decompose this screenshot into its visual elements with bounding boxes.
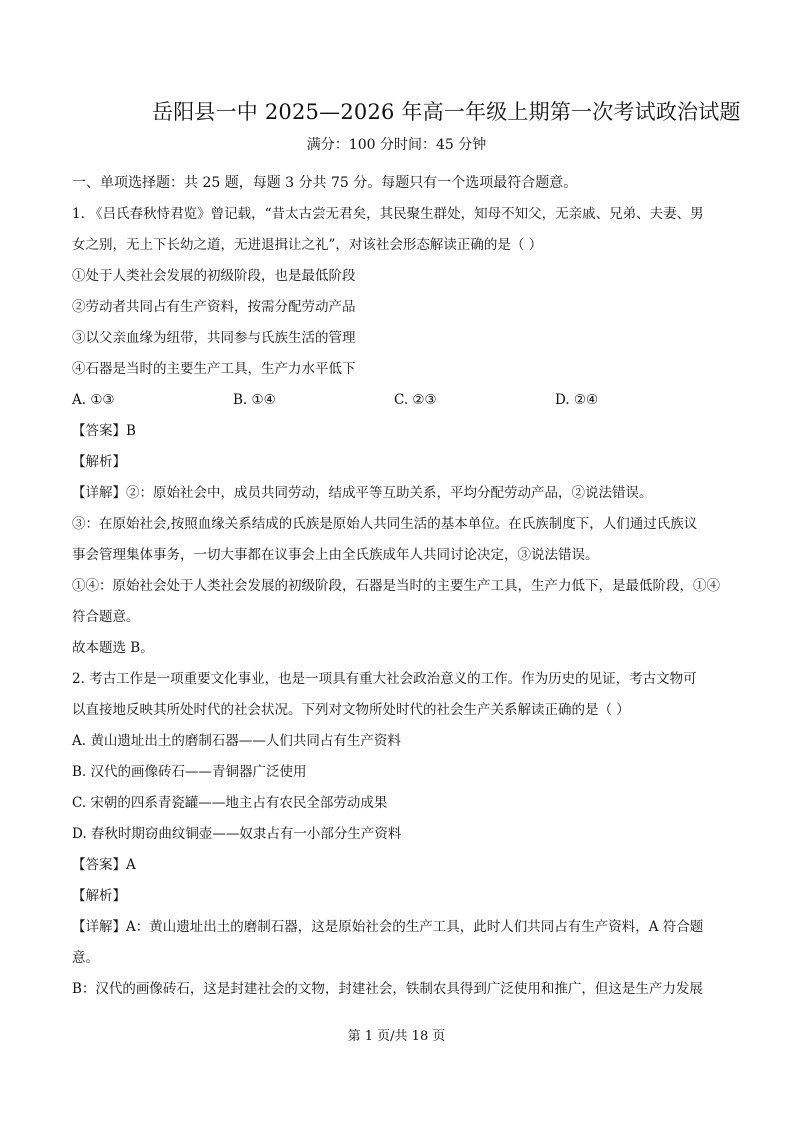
q1-statement-3: ③以父亲血缘为纽带，共同参与氏族生活的管理 [72,330,356,346]
q2-answer: 【答案】A [72,857,136,873]
q1-stem-line-2: 女之别，无上下长幼之道，无进退揖让之礼”，对该社会形态解读正确的是（ ） [72,237,543,253]
q2-detail-line-3: B：汉代的画像砖石，这是封建社会的文物，封建社会，铁制农具得到广泛使用和推广，但这是生产力发展 [72,981,703,997]
exam-info: 满分：100 分时间：45 分钟 [306,137,487,153]
q1-detail-line-4: ①④：原始社会处于人类社会发展的初级阶段，石器是当时的主要生产工具，生产力低下，是最低阶段，①④ [72,578,720,594]
q1-detail-line-2: ③：在原始社会,按照血缘关系结成的氏族是原始人共同生活的基本单位。在氏族制度下，人们通过氏族议 [72,516,698,532]
q1-detail-line-3: 事会管理集体事务，一切大事都在议事会上由全氏族成年人共同讨论决定，③说法错误。 [72,547,599,563]
section-heading: 一、单项选择题：共 25 题，每题 3 分共 75 分。每题只有一个选项最符合题意。 [72,175,578,191]
q2-analysis-label: 【解析】 [72,888,126,904]
q1-option-c: C. ②③ [394,392,437,408]
q1-options [72,385,732,416]
page-title: 岳阳县一中 2025—2026 年高一年级上期第一次考试政治试题 [152,100,741,124]
q1-stem-line-1: 1. 《吕氏春秋恃君览》曾记载，“昔太古尝无君矣，其民聚生群处，知母不知父，无亲戚、兄弟、夫妻、男 [72,206,704,222]
q1-conclusion: 故本题选 B。 [72,640,154,656]
q1-detail-line-1: 【详解】②：原始社会中，成员共同劳动，结成平等互助关系，平均分配劳动产品，②说法错误。 [72,485,653,501]
q2-option-c: C. 宋朝的四系青瓷罐——地主占有农民全部劳动成果 [72,795,388,811]
q1-statement-1: ①处于人类社会发展的初级阶段，也是最低阶段 [72,268,356,284]
q2-stem-line-2: 以直接地反映其所处时代的社会状况。下列对文物所处时代的社会生产关系解读正确的是（ ） [72,702,630,718]
q2-detail-line-1: 【详解】A：黄山遗址出土的磨制石器，这是原始社会的生产工具，此时人们共同占有生产资料，A 符合题 [72,919,704,935]
q2-detail-line-2: 意。 [72,950,99,966]
q1-option-b: B. ①④ [233,392,276,408]
q2-option-d: D. 春秋时期窃曲纹铜壶——奴隶占有一小部分生产资料 [72,826,402,842]
q1-statement-2: ②劳动者共同占有生产资料，按需分配劳动产品 [72,299,356,315]
q1-option-d: D. ②④ [555,392,599,408]
q2-stem-line-1: 2. 考古工作是一项重要文化事业，也是一项具有重大社会政治意义的工作。作为历史的见证，考古文物可 [72,671,697,687]
q1-option-a: A. ①③ [72,392,115,408]
document-body [72,168,732,1005]
page-footer: 第 1 页/共 18 页 [347,1029,446,1044]
q1-analysis-label: 【解析】 [72,454,126,470]
q1-statement-4: ④石器是当时的主要生产工具，生产力水平低下 [72,361,356,377]
q1-detail-line-5: 符合题意。 [72,609,140,625]
q1-answer: 【答案】B [72,423,136,439]
q2-option-b: B. 汉代的画像砖石——青铜器广泛使用 [72,764,307,780]
q2-option-a: A. 黄山遗址出土的磨制石器——人们共同占有生产资料 [72,733,401,749]
